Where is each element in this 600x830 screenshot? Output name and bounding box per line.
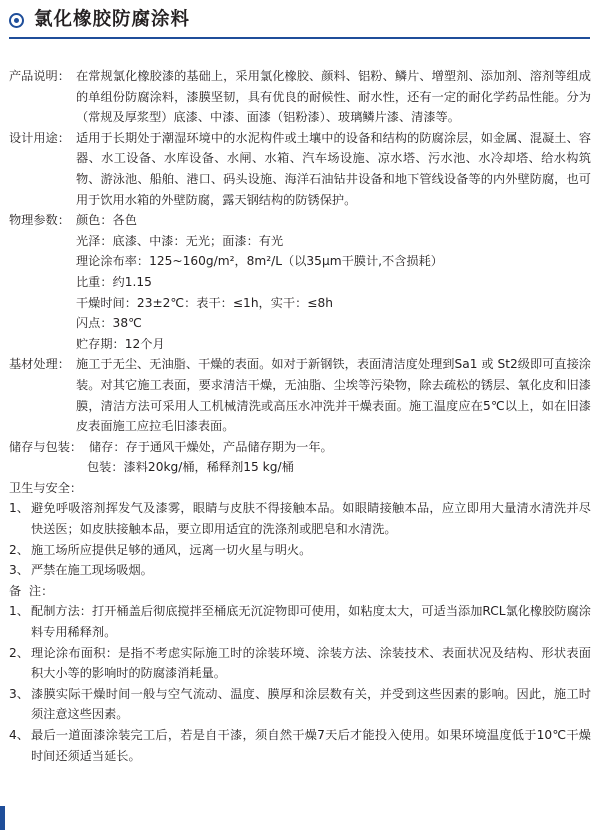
list-text: 最后一道面漆涂装完工后，若是自干漆，须自然干燥7天后才能投入使用。如果环境温度低于10℃干燥时间还须适当延长。 xyxy=(31,728,591,763)
notes-heading: 备 注： xyxy=(9,583,54,598)
parameter-list xyxy=(76,210,591,354)
page-header xyxy=(0,0,600,52)
list-number: 4、 xyxy=(9,728,29,742)
page-title: 氯化橡胶防腐涂料 xyxy=(34,9,191,30)
param-flash-point: 闪点：38℃ xyxy=(76,316,142,331)
param-storage-life: 贮存期：12个月 xyxy=(76,336,165,351)
section-label: 物理参数： xyxy=(9,213,70,228)
param-specific-gravity: 比重：约1.15 xyxy=(76,274,152,289)
substrate-treatment-section xyxy=(9,354,591,436)
section-text: 在常规氯化橡胶漆的基础上，采用氯化橡胶、颜料、铝粉、鳞片、增塑剂、添加剂、溶剂等组成的单组份防腐涂料，漆膜坚韧，具有优良的耐候性、耐水性，还有一定的耐化学药品性能。分为（常规及厚浆型）底漆、中漆、面漆（铝粉漆）、玻璃鳞片漆、清漆等。 xyxy=(76,69,591,125)
section-label: 设计用途： xyxy=(9,130,70,145)
section-label: 储存与包装： xyxy=(9,439,83,454)
storage-packing-section xyxy=(9,437,591,458)
list-text: 严禁在施工现场吸烟。 xyxy=(31,563,153,578)
list-item xyxy=(9,725,591,766)
list-text: 避免呼吸溶剂挥发气及漆雾，眼睛与皮肤不得接触本品。如眼睛接触本品，应立即用大量清水清洗并尽快送医；如皮肤接触本品，要立即用适宜的洗涤剂或肥皂和水清洗。 xyxy=(31,501,591,537)
safety-heading: 卫生与安全： xyxy=(9,480,83,495)
section-label: 产品说明： xyxy=(9,69,70,83)
list-text: 理论涂布面积：是指不考虑实际施工时的涂装环境、涂装方法、涂装技术、表面状况及结构、形状表面积大小等的影响时的防腐漆消耗量。 xyxy=(31,645,591,681)
document-body xyxy=(9,66,591,766)
list-item xyxy=(9,560,591,581)
list-number: 3、 xyxy=(9,563,29,578)
packing-text: 包装：漆料20kg/桶，稀释剂15 kg/桶 xyxy=(87,460,294,475)
physical-parameters-section xyxy=(9,210,591,354)
list-number: 1、 xyxy=(9,604,29,619)
list-number: 3、 xyxy=(9,686,29,701)
list-number: 2、 xyxy=(9,542,29,557)
list-item xyxy=(9,601,591,642)
list-text: 配制方法：打开桶盖后彻底搅拌至桶底无沉淀物即可使用，如粘度太大，可适当添加RCL氯化橡胶防腐涂料专用稀释剂。 xyxy=(31,604,591,640)
section-label: 基材处理： xyxy=(9,357,70,372)
list-item xyxy=(9,643,591,684)
circle-bullet-icon xyxy=(9,13,24,28)
list-item xyxy=(9,498,591,539)
notes-list xyxy=(9,601,591,766)
list-number: 1、 xyxy=(9,501,29,516)
list-item xyxy=(9,684,591,725)
section-text: 适用于长期处于潮湿环境中的水泥构件或土壤中的设备和结构的防腐涂层，如金属、混凝土、容器、水工设备、水库设备、水闸、水箱、汽车场设施、凉水塔、污水池、水冷却塔、给水构筑物、游泳池、船舶、港口、码头设施、海洋石油钻井设备和地下管线设备等的内外壁防腐，也可用于饮用水箱的外壁防腐，露天钢结构的防锈保护。 xyxy=(76,130,591,207)
storage-text: 储存：存于通风干燥处，产品储存期为一年。 xyxy=(89,439,333,454)
list-text: 漆膜实际干燥时间一般与空气流动、温度、膜厚和涂层数有关，并受到这些因素的影响。因此，施工时须注意这些因素。 xyxy=(31,686,591,722)
list-number: 2、 xyxy=(9,645,29,660)
page-edge-tab xyxy=(0,806,5,830)
safety-list xyxy=(9,498,591,580)
param-color: 颜色：各色 xyxy=(76,213,137,228)
list-text: 施工场所应提供足够的通风，远离一切火星与明火。 xyxy=(31,542,312,557)
param-drying-time: 干燥时间：23±2℃：表干：≤1h，实干：≤8h xyxy=(76,295,333,310)
design-usage-section xyxy=(9,128,591,210)
param-gloss: 光泽：底漆、中漆：无光；面漆：有光 xyxy=(76,233,284,248)
product-description-section xyxy=(9,66,591,128)
section-text: 施工于无尘、无油脂、干燥的表面。如对于新钢铁，表面清洁度处理到Sa1 或 St2级即可直接涂装。对其它施工表面，要求清洁干燥，无油脂、尘埃等污染物，除去疏松的锈层、氧化皮和旧漆膜，清洁方法可采用人工机械清洗或高压水冲洗并干燥表面。施工温度应在5℃以上，如在旧漆皮表面施工应拉毛旧漆表面。 xyxy=(76,357,591,434)
list-item xyxy=(9,540,591,561)
param-coverage: 理论涂布率：125~160g/m²，8m²/L（以35μm干膜计,不含损耗） xyxy=(76,254,443,269)
header-rule xyxy=(9,37,590,39)
